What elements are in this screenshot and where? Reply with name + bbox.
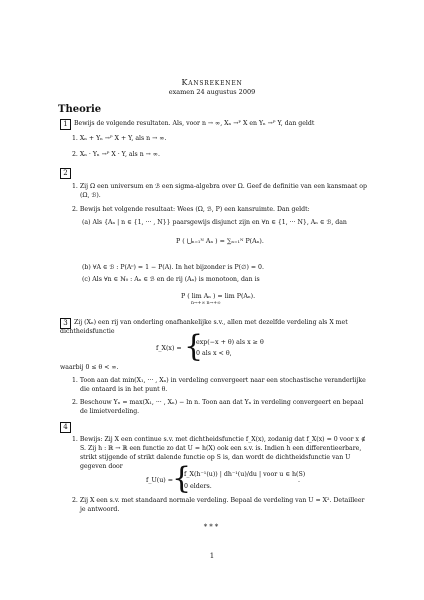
course-title: Kansrekenen	[181, 78, 243, 87]
q4-item-1d: gegeven door	[80, 463, 123, 470]
q3-case-2: 0 als x < θ,	[196, 350, 232, 357]
end-stars: ***	[203, 523, 221, 531]
q3-item-2b: de limietverdeling.	[80, 408, 140, 415]
q4-case-1: f_X(h⁻¹(u)) | dh⁻¹(u)/du | voor u ∈ h(S)	[184, 471, 306, 478]
left-brace-icon: {	[172, 461, 192, 496]
q2-item-1b: (Ω, ℬ).	[80, 192, 101, 199]
q4-item-1b: S. Zij h : ℝ → ℝ een functie zo dat U = h(X) ook een s.v. is. Indien h een differentieerbare,	[80, 445, 362, 452]
exam-date: examen 24 augustus 2009	[168, 88, 256, 96]
q4-item-2a: 2. Zij X een s.v. met standaard normale verdeling. Bepaal de verdeling van U = X². Detailleer	[72, 497, 365, 504]
q2-item-1a: 1. Zij Ω een universum en ℬ een sigma-algebra over Ω. Geef de definitie van een kansmaat op	[72, 183, 367, 190]
q3-case-1: exp(−x + θ) als x ≥ θ	[196, 339, 264, 346]
q2-formula-c-sub: n→+∞ n→+∞	[191, 301, 221, 306]
question-number-1: 1	[60, 119, 71, 130]
q1-item-1: 1. Xₙ + Yₙ →ᴾ X + Y, als n → ∞.	[72, 135, 167, 142]
q2-item-2: 2. Bewijs het volgende resultaat: Wees (Ω, ℬ, P) een kansruimte. Dan geldt:	[72, 206, 310, 213]
question-number-3: 3	[60, 318, 71, 329]
q2-part-c: (c) Als ∀n ∈ ℕ₀ : Aₙ ∈ ℬ en de rij (Aₙ) is monotoon, dan is	[82, 276, 260, 283]
q4-density-label: f_U(u) =	[146, 477, 174, 484]
question-number-4: 4	[60, 422, 71, 433]
q3-item-2a: 2. Beschouw Yₙ = max(X₁, ··· , Xₙ) − ln n. Toon aan dat Yₙ in verdeling convergeert en bepaal	[72, 399, 364, 406]
question-number-2: 2	[60, 168, 71, 179]
q3-item-1a: 1. Toon aan dat min(X₁, ··· , Xₙ) in verdeling convergeert naar een stochastische veranderlijke	[72, 377, 366, 384]
q4-case-2: 0 elders.	[184, 483, 212, 490]
q2-part-a: (a) Als {Aₙ | n ∈ {1, ··· , N}} paarsgewijs disjunct zijn en ∀n ∈ {1, ··· N}, Aₙ ∈ ℬ, dan	[82, 219, 347, 226]
q4-item-1a: 1. Bewijs: Zij X een continue s.v. met dichtheidsfunctie f_X(x), zodanig dat f_X(x) = 0 voor x ∉	[72, 436, 366, 443]
q2-formula-c: P ( lim Aₙ ) = lim P(Aₙ).	[181, 293, 256, 300]
q4-period: .	[298, 477, 301, 484]
q1-intro: Bewijs de volgende resultaten. Als, voor n → ∞, Xₙ →ᴾ X en Yₙ →ᴾ Y, dan geldt	[74, 120, 315, 127]
q4-item-2b: je antwoord.	[80, 506, 120, 513]
left-brace-icon: {	[184, 329, 204, 364]
page-number: 1	[209, 552, 215, 560]
q4-item-1c: strikt stijgende of strikt dalende functie op S is, dan wordt de dichtheidsfunctie van U	[80, 454, 351, 461]
q3-intro-a: Zij (Xₙ) een rij van onderling onafhankelijke s.v., allen met dezelfde verdeling als X met	[74, 319, 348, 326]
q3-density-label: f_X(x) =	[156, 345, 182, 352]
q2-formula-a: P ( ⋃ₙ₌₁ᴺ Aₙ ) = ∑ₙ₌₁ᴺ P(Aₙ).	[176, 238, 264, 245]
section-title: Theorie	[58, 104, 102, 115]
q3-item-1b: die ontaard is in het punt θ.	[80, 386, 168, 393]
q3-intro-b: dichtheidsfunctie	[60, 328, 115, 335]
q3-where: waarbij 0 ≤ θ < ∞.	[60, 364, 119, 371]
q1-item-2: 2. Xₙ · Yₙ →ᴾ X · Y, als n → ∞.	[72, 151, 160, 158]
q2-part-b: (b) ∀A ∈ ℬ : P(Aᶜ) = 1 − P(A). In het bijzonder is P(∅) = 0.	[82, 264, 264, 271]
